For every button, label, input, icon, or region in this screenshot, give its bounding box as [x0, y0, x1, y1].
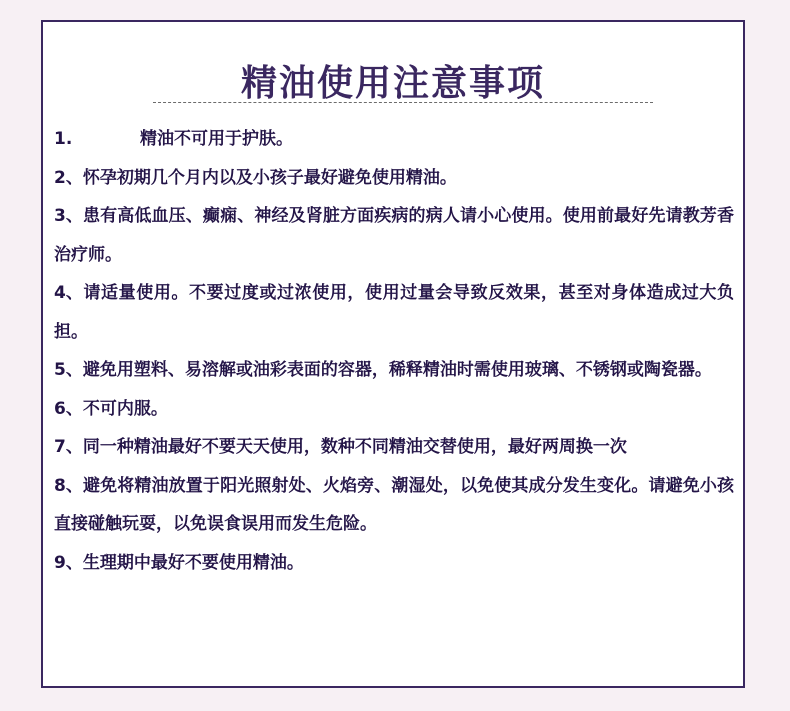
- item-number: 9、: [54, 552, 83, 573]
- item-text: 不可内服。: [82, 398, 168, 419]
- notice-card: [41, 20, 745, 688]
- item-number: 4、: [54, 283, 83, 303]
- list-item: [54, 120, 734, 159]
- item-number: 7、: [54, 437, 83, 457]
- item-number: 8、: [54, 475, 83, 496]
- item-text: 请适量使用。不要过度或过浓使用，使用过量会导致反效果，甚至对身体造成过大负担。: [54, 283, 734, 342]
- list-item: [54, 159, 734, 198]
- item-text: 同一种精油最好不要天天使用，数种不同精油交替使用，最好两周换一次: [82, 437, 627, 457]
- item-number: 6、: [54, 398, 83, 419]
- list-item: [54, 390, 734, 429]
- item-number: 3、: [54, 206, 83, 226]
- list-item: [54, 197, 734, 274]
- item-text: 精油不可用于护肤。: [140, 129, 293, 149]
- item-text: 生理期中最好不要使用精油。: [82, 552, 304, 573]
- item-number: 5、: [54, 360, 83, 380]
- item-text: 避免用塑料、易溶解或油彩表面的容器，稀释精油时需使用玻璃、不锈钢或陶瓷器。: [82, 360, 712, 380]
- page-title: 精油使用注意事项: [240, 63, 545, 104]
- item-number: 2、: [54, 167, 83, 188]
- title-divider: [153, 102, 653, 103]
- item-text: 怀孕初期几个月内以及小孩子最好避免使用精油。: [82, 167, 457, 188]
- precautions-list: [54, 120, 734, 582]
- list-item: [54, 351, 734, 390]
- list-item: [54, 544, 734, 583]
- item-number: 1.: [54, 129, 73, 149]
- list-item: [54, 428, 734, 467]
- item-text: 避免将精油放置于阳光照射处、火焰旁、潮湿处，以免使其成分发生变化。请避免小孩直接碰触玩耍，以免误食误用而发生危险。: [54, 475, 734, 534]
- list-item: [54, 274, 734, 351]
- list-item: [54, 467, 734, 544]
- item-text: 患有高低血压、癫痫、神经及肾脏方面疾病的病人请小心使用。使用前最好先请教芳香治疗师。: [54, 206, 734, 265]
